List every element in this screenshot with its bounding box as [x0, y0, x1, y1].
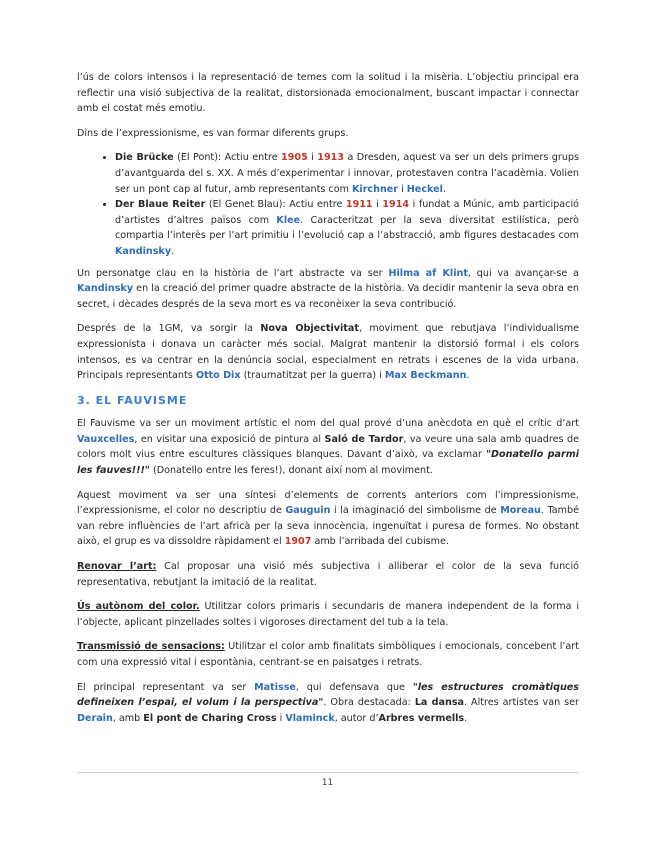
text: a Dresden, aquest va ser un dels primers grups d’avantguarda del s. XX. A més d’experimentar i innovar, protestaven contra l’acadèmia. Volien ser un pont cap al futur, amb representants com: [115, 152, 579, 195]
artist-name: Max Beckmann: [384, 370, 467, 382]
group-name: Die Brücke: [115, 152, 174, 164]
critic-name: Vauxcelles: [77, 433, 135, 445]
text: amb l’arribada del cubisme.: [311, 536, 449, 548]
groups-list: [77, 150, 579, 259]
text: Utilitzar colors primaris i secundaris de manera independent de la forma i l’objecte, aplicant pinzellades soltes i vigoroses directament del tub a la tela.: [77, 601, 579, 628]
artwork-title: Arbres vermells: [378, 712, 465, 724]
text: El Fauvisme va ser un moviment artístic el nom del qual prové d’una anècdota en què el crític d’art: [77, 418, 579, 430]
document-page: [77, 70, 579, 735]
text: .: [466, 370, 470, 382]
artist-name: Derain: [77, 712, 113, 724]
text: , autor d’: [334, 712, 379, 724]
text: i: [276, 712, 286, 724]
key-point-label: Renovar l’art:: [77, 561, 157, 573]
year: 1907: [284, 536, 312, 548]
text: Cal proposar una visió més subjectiva i alliberar el color de la seva funció representativa, rebutjant la imitació de la realitat.: [77, 561, 579, 588]
list-item-der-blaue-reiter: [115, 197, 579, 259]
text: .: [171, 245, 175, 257]
text: en la creació del primer quadre abstracte de la història. Va decidir mantenir la seva obra en secret, i dècades després de la seva mort es va reconèixer la seva contribució.: [77, 283, 579, 310]
paragraph-fauvisme-origin: [77, 416, 579, 478]
exhibition-name: Saló de Tardor: [324, 433, 404, 445]
quote: "les estructures cromàtiques defineixen l’espai, el volum i la perspectiva": [77, 681, 579, 709]
text: .: [442, 183, 446, 195]
year: 1914: [382, 199, 410, 211]
text: Després de la 1GM, va sorgir la: [77, 323, 261, 335]
text: . Altres artistes van ser: [464, 697, 579, 709]
movement-name: Nova Objectivitat: [260, 323, 359, 335]
text: , moviment que rebutjava l’individualisme expressionista i donava un caràcter més social. Malgrat mantenir la distorsió formal i els colors intensos, es va centrar en la denúncia social, especialment en retrats i escenes de la vida urbana. Principals representants: [77, 323, 579, 382]
text: , va veure una sala amb quadres de colors molt vius entre escultures clàssiques blanques. Davant d’això, va exclamar: [77, 433, 579, 461]
paragraph-transmissio-sensacions: [77, 639, 579, 670]
artist-name: Kirchner: [351, 183, 399, 195]
year: 1911: [345, 199, 373, 211]
artwork-title: La dansa: [414, 697, 465, 709]
text: i: [372, 199, 383, 211]
text: , qui defensava que: [295, 681, 413, 693]
paragraph-renovar-art: [77, 559, 579, 590]
text: , qui va avançar-se a: [467, 267, 579, 279]
text: Utilitzar el color amb finalitats simbòliques i emocionals, concebent l’art com una expressió vital i espontània, centrant-se en paisatges i retrats.: [77, 641, 579, 668]
text: .: [464, 712, 468, 724]
text: . Obra destacada:: [323, 697, 415, 709]
key-point-label: Transmissió de sensacions:: [77, 641, 225, 653]
artist-name: Otto Dix: [195, 370, 241, 382]
text: . També van rebre influències de l’art africà per la seva innocència, ingenuïtat i puresa de formes. No obstant això, el grup es va dissoldre ràpidament el: [77, 505, 579, 548]
paragraph-nova-objectivitat: [77, 321, 579, 383]
text: . Caracteritzat per la seva diversitat estilística, però compartia l’interès per l’art primitiu i l’evolució cap a l’abstracció, amb figures destacades com: [115, 214, 579, 242]
artist-name: Gauguin: [285, 505, 331, 517]
paragraph-hilma-af-klint: [77, 266, 579, 313]
paragraph-fauvisme-synthesis: [77, 488, 579, 550]
quote: "Donatello parmi les fauves!!!": [77, 449, 579, 477]
paragraph-matisse: [77, 680, 579, 727]
artist-name: Klee: [276, 214, 301, 226]
text: , amb: [112, 712, 144, 724]
page-number: 11: [321, 778, 334, 788]
group-name: Der Blaue Reiter: [115, 199, 206, 211]
text: i: [398, 183, 407, 195]
text: (traumatitzat per la guerra) i: [240, 370, 385, 382]
text: (El Pont): Actiu entre: [173, 152, 282, 164]
text: Dins de l’expressionisme, es van formar diferents grups.: [77, 127, 349, 139]
artist-name: Heckel: [406, 183, 443, 195]
artist-name: Hilma af Klint: [388, 267, 468, 279]
key-point-label: Ús autònom del color.: [77, 601, 200, 613]
text: i fundat a Múnic, amb participació d’artistes d’altres països com: [115, 199, 579, 226]
year: 1913: [317, 152, 344, 164]
artist-name: Vlaminck: [285, 712, 335, 724]
text: (Donatello entre les feres!), donant així nom al moviment.: [149, 465, 433, 477]
artist-name: Kandinsky: [77, 283, 134, 295]
text: i la imaginació del simbolisme de: [330, 505, 501, 517]
artist-name: Matisse: [254, 681, 296, 693]
paragraph-us-autonom-color: [77, 599, 579, 630]
footer-divider: [77, 772, 579, 773]
text: Aquest moviment va ser una síntesi d’elements de corrents anteriors com l’impressionisme, l’expressionisme, el color no descriptiu de: [77, 489, 579, 517]
year: 1905: [281, 152, 308, 164]
text: (El Genet Blau): Actiu entre: [205, 199, 346, 211]
text: l’ús de colors intensos i la representació de temes com la solitud i la misèria. L’objectiu principal era reflectir una visió subjectiva de la realitat, distorsionada emocionalment, buscant impactar i connectar amb el costat més emotiu.: [77, 72, 579, 115]
artist-name: Moreau: [500, 505, 541, 517]
text: Un personatge clau en la història de l’art abstracte va ser: [77, 267, 389, 279]
text: El principal representant va ser: [77, 681, 255, 693]
section-heading: 3. EL FAUVISME: [77, 393, 188, 407]
artist-name: Kandinsky: [115, 245, 172, 257]
list-item-die-brucke: [115, 150, 579, 197]
paragraph-groups-intro: [77, 126, 579, 142]
paragraph-intro-continuation: [77, 70, 579, 117]
artwork-title: El pont de Charing Cross: [143, 712, 277, 724]
text: , en visitar una exposició de pintura al: [134, 433, 325, 445]
text: i: [307, 152, 318, 164]
